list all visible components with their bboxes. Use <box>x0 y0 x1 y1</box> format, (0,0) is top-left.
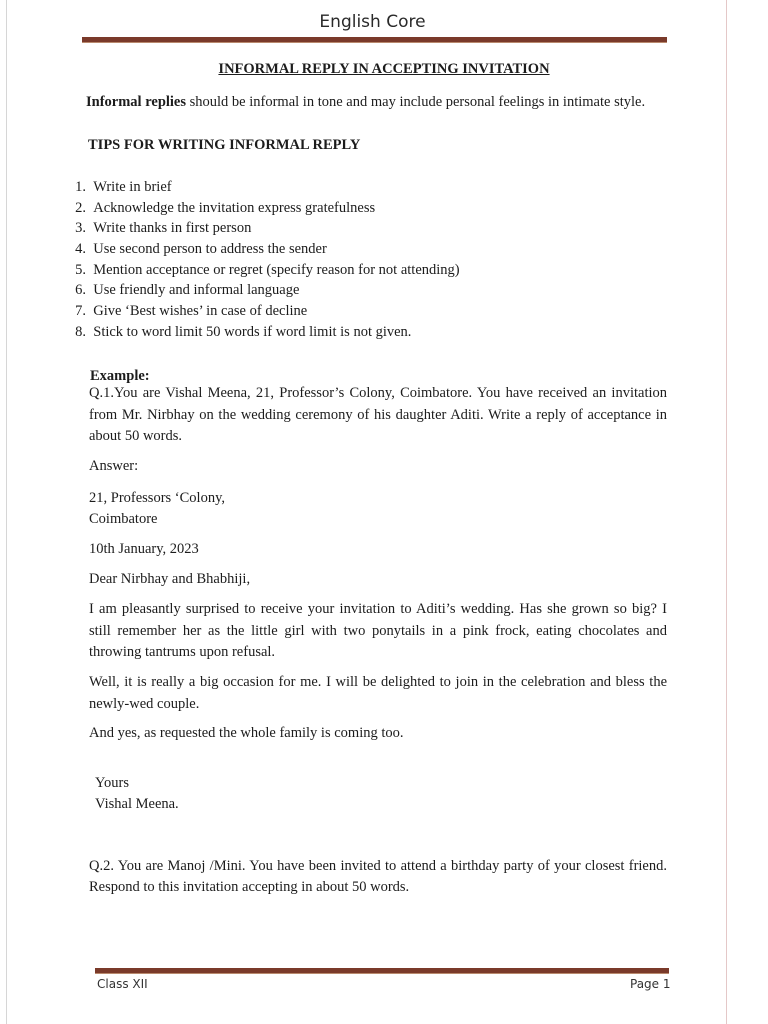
intro-rest: should be informal in tone and may include personal feelings in intimate style. <box>186 94 646 110</box>
tip-text: Write in brief <box>93 179 172 195</box>
tip-number: 7. <box>75 303 86 320</box>
address-line-2: Coimbatore <box>89 511 158 527</box>
closing-name: Vishal Meena. <box>95 796 179 812</box>
letter-paragraph-3: And yes, as requested the whole family is coming too. <box>89 725 404 741</box>
tip-item <box>58 301 460 322</box>
tip-item <box>58 322 460 343</box>
tip-number: 5. <box>75 261 86 278</box>
tip-number: 3. <box>75 220 86 237</box>
intro-paragraph <box>86 92 676 113</box>
question-1: Q.1.You are Vishal Meena, 21, Professor’s Colony, Coimbatore. You have received an invitation from Mr. Nirbhay on the wedding ceremony of his daughter Aditi. Write a reply of acceptance in about 50 words. <box>89 385 667 444</box>
header-title: English Core <box>319 12 426 32</box>
tip-text: Give ‘Best wishes’ in case of decline <box>93 303 308 320</box>
page-edge-left <box>6 0 7 1024</box>
page-heading: INFORMAL REPLY IN ACCEPTING INVITATION <box>218 61 550 77</box>
letter-paragraph-1: I am pleasantly surprised to receive your invitation to Aditi’s wedding. Has she grown so big? I still remember her as the little girl with two ponytails in a pink frock, eating chocolates and throwing tantrums upon refusal. <box>89 601 667 660</box>
question-2: Q.2. You are Manoj /Mini. You have been invited to attend a birthday party of your closest friend. Respond to this invitation accepting in about 50 words. <box>89 858 667 895</box>
tip-item <box>58 177 460 198</box>
tip-text: Use second person to address the sender <box>93 241 327 258</box>
tip-number: 8. <box>75 323 86 340</box>
tips-title: TIPS FOR WRITING INFORMAL REPLY <box>88 137 361 153</box>
tip-text: Acknowledge the invitation express gratefulness <box>93 199 376 216</box>
answer-label: Answer: <box>89 458 139 474</box>
tip-item <box>58 280 460 301</box>
tip-item <box>58 260 460 281</box>
footer-class: Class XII <box>97 977 148 991</box>
address-line-1: 21, Professors ‘Colony, <box>89 490 226 506</box>
tip-item <box>58 218 460 239</box>
tip-text: Use friendly and informal language <box>93 282 300 299</box>
header-rule <box>82 37 667 43</box>
tip-text: Mention acceptance or regret (specify reason for not attending) <box>93 261 460 278</box>
tips-list <box>58 177 460 343</box>
footer-page-number: Page 1 <box>630 977 671 991</box>
salutation: Dear Nirbhay and Bhabhiji, <box>89 571 251 587</box>
closing-yours: Yours <box>95 775 129 791</box>
footer-rule <box>95 968 669 974</box>
tip-text: Write thanks in first person <box>93 220 252 237</box>
example-label: Example: <box>90 368 150 384</box>
letter-closing <box>95 773 179 815</box>
tip-number: 4. <box>75 241 86 258</box>
intro-lead: Informal replies <box>86 94 187 110</box>
tip-number: 1. <box>75 179 86 195</box>
tip-item <box>58 198 460 219</box>
tip-number: 6. <box>75 282 86 299</box>
page-edge-right <box>726 0 727 1024</box>
tip-text: Stick to word limit 50 words if word limit is not given. <box>93 323 412 340</box>
letter-date: 10th January, 2023 <box>89 541 199 557</box>
sender-address <box>89 488 225 530</box>
letter-paragraph-2: Well, it is really a big occasion for me. I will be delighted to join in the celebration and bless the newly-wed couple. <box>89 674 667 712</box>
tip-number: 2. <box>75 199 86 216</box>
tip-item <box>58 239 460 260</box>
